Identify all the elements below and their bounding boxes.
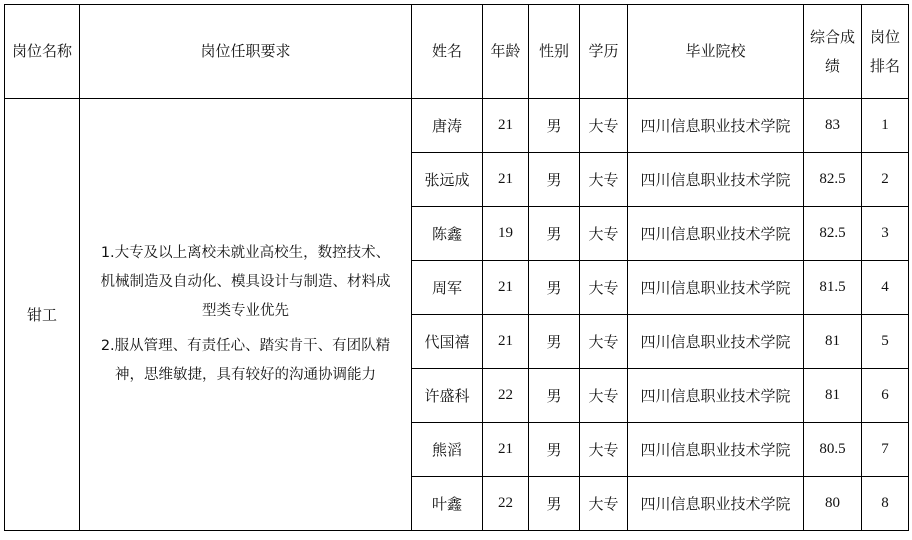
cell-school: 四川信息职业技术学院 [628, 315, 804, 369]
cell-school: 四川信息职业技术学院 [628, 369, 804, 423]
cell-score: 81 [804, 315, 862, 369]
cell-age: 22 [483, 477, 529, 531]
cell-rank: 2 [862, 153, 909, 207]
requirement-2 [86, 332, 405, 390]
header-gender: 性别 [529, 5, 580, 99]
cell-name: 张远成 [412, 153, 483, 207]
cell-rank: 6 [862, 369, 909, 423]
header-rank-line2: 排名 [869, 56, 900, 75]
requirement-1-line-3: 型类专业优先 [202, 303, 289, 319]
header-rank [862, 5, 909, 99]
cell-education: 大专 [580, 423, 628, 477]
cell-gender: 男 [529, 423, 580, 477]
cell-name: 许盛科 [412, 369, 483, 423]
requirements-cell [80, 99, 412, 531]
cell-score: 82.5 [804, 207, 862, 261]
requirement-1-line-2: 机械制造及自动化、模具设计与制造、材料成 [100, 274, 391, 290]
recruitment-results-table [4, 4, 909, 531]
cell-gender: 男 [529, 207, 580, 261]
header-requirements: 岗位任职要求 [80, 5, 412, 99]
header-row [5, 5, 909, 99]
cell-gender: 男 [529, 315, 580, 369]
cell-education: 大专 [580, 153, 628, 207]
header-score [804, 5, 862, 99]
cell-gender: 男 [529, 369, 580, 423]
table-row [5, 99, 909, 153]
cell-education: 大专 [580, 315, 628, 369]
cell-rank: 4 [862, 261, 909, 315]
cell-education: 大专 [580, 207, 628, 261]
cell-gender: 男 [529, 153, 580, 207]
cell-school: 四川信息职业技术学院 [628, 261, 804, 315]
cell-school: 四川信息职业技术学院 [628, 207, 804, 261]
requirement-2-line-2: 神，思维敏捷，具有较好的沟通协调能力 [115, 367, 376, 383]
cell-rank: 1 [862, 99, 909, 153]
header-school: 毕业院校 [628, 5, 804, 99]
cell-age: 21 [483, 261, 529, 315]
cell-school: 四川信息职业技术学院 [628, 477, 804, 531]
cell-education: 大专 [580, 369, 628, 423]
cell-name: 代国禧 [412, 315, 483, 369]
header-score-line2: 绩 [824, 56, 840, 75]
cell-score: 82.5 [804, 153, 862, 207]
cell-age: 19 [483, 207, 529, 261]
header-rank-line1: 岗位 [869, 27, 900, 46]
cell-gender: 男 [529, 99, 580, 153]
requirement-2-line-1: 2.服从管理、有责任心、踏实肯干、有团队精 [100, 338, 391, 354]
cell-name: 熊滔 [412, 423, 483, 477]
cell-score: 80.5 [804, 423, 862, 477]
header-position: 岗位名称 [5, 5, 80, 99]
cell-gender: 男 [529, 261, 580, 315]
requirement-1-line-1: 1.大专及以上离校未就业高校生，数控技术、 [100, 245, 391, 261]
table-body [5, 99, 909, 531]
cell-age: 21 [483, 423, 529, 477]
cell-score: 80 [804, 477, 862, 531]
cell-age: 22 [483, 369, 529, 423]
cell-age: 21 [483, 99, 529, 153]
cell-school: 四川信息职业技术学院 [628, 423, 804, 477]
cell-name: 唐涛 [412, 99, 483, 153]
cell-education: 大专 [580, 99, 628, 153]
cell-age: 21 [483, 153, 529, 207]
position-cell: 钳工 [5, 99, 80, 531]
cell-gender: 男 [529, 477, 580, 531]
cell-education: 大专 [580, 477, 628, 531]
cell-score: 81 [804, 369, 862, 423]
header-age: 年龄 [483, 5, 529, 99]
header-education: 学历 [580, 5, 628, 99]
header-score-line1: 综合成 [809, 27, 855, 46]
cell-name: 叶鑫 [412, 477, 483, 531]
cell-name: 陈鑫 [412, 207, 483, 261]
cell-score: 83 [804, 99, 862, 153]
cell-name: 周军 [412, 261, 483, 315]
cell-rank: 3 [862, 207, 909, 261]
cell-rank: 7 [862, 423, 909, 477]
cell-age: 21 [483, 315, 529, 369]
cell-score: 81.5 [804, 261, 862, 315]
cell-school: 四川信息职业技术学院 [628, 153, 804, 207]
cell-rank: 8 [862, 477, 909, 531]
header-name: 姓名 [412, 5, 483, 99]
cell-rank: 5 [862, 315, 909, 369]
cell-school: 四川信息职业技术学院 [628, 99, 804, 153]
cell-education: 大专 [580, 261, 628, 315]
requirement-1 [86, 239, 405, 326]
